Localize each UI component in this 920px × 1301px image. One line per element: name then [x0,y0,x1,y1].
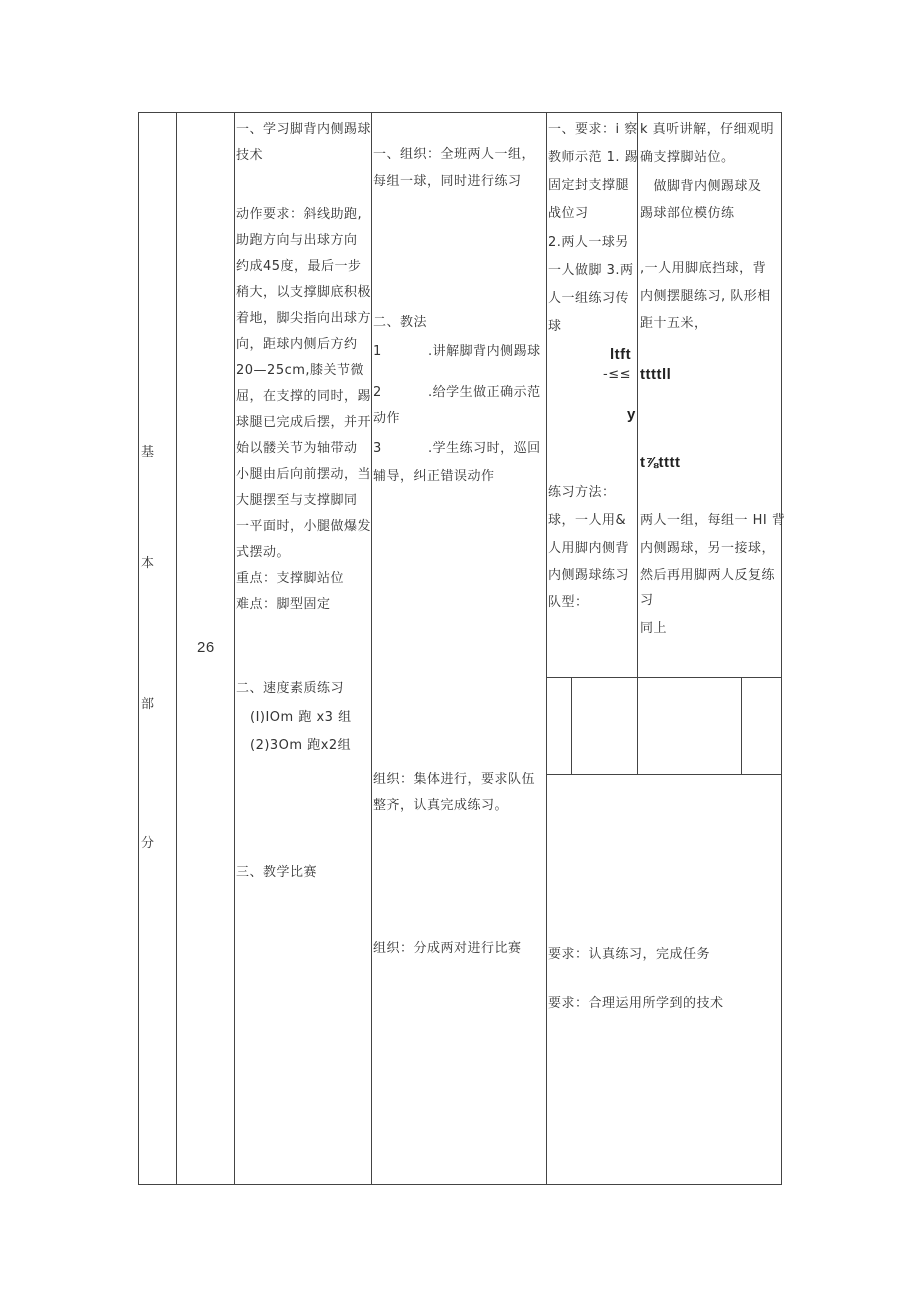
org-line: 一、组织：全班两人一组， [373,147,536,162]
content-title-1-cont: 技术 [236,148,264,163]
action-requirement-line: 屈，在支撑的同时，踢 [236,389,372,404]
practice-left-line: 人用脚内侧背 [548,541,630,556]
requirement-line: 要求：合理运用所学到的技术 [548,996,724,1011]
row-divider [546,677,782,678]
difficulty-point: 难点：脚型固定 [236,597,331,612]
practice-right-line: 两人一组，每组一 HI 背 [640,513,786,528]
time-value: 26 [197,639,215,656]
key-point: 重点：支撑脚站位 [236,571,345,586]
practice-method-title: 练习方法： [548,485,616,500]
req-left-line: 人一组练习传 [548,291,630,306]
practice-left-line: 队型： [548,595,589,610]
speed-drill-item: (2)3Om 跑x2组 [250,738,352,753]
column-divider [546,112,547,1185]
requirement-line: 要求：认真练习，完成任务 [548,947,711,962]
method-text: .学生练习时，巡回 [428,441,541,456]
req-right-line: 内侧摆腿练习, 队形相 [640,289,771,304]
section-label-char: 分 [141,836,155,851]
action-requirement-line: 稍大，以支撑脚底积极 [236,285,372,300]
practice-left-line: 内侧踢球练习 [548,568,630,583]
req-right-line: 踢球部位模仿练 [640,206,735,221]
action-requirement-line: 小腿由后向前摆动，当 [236,467,372,482]
req-left-line: 2.两人一球另 [548,235,629,250]
column-divider [637,112,638,774]
practice-right-line: 然后再用脚两人反复练 [640,568,776,583]
formation-figure-text: ltft [610,346,632,363]
action-requirement-line: 向，距球内侧后方约 [236,337,358,352]
content-title-1: 一、学习脚背内侧踢球 [236,122,372,137]
req-left-line: 球 [548,319,562,334]
formation-figure-text: ttttll [640,366,672,383]
org-line: 每组一球，同时进行练习 [373,174,522,189]
cell-divider [741,677,742,775]
section-label-char: 本 [141,556,155,571]
org-line: 整齐，认真完成练习。 [373,798,509,813]
method-number: 1 [373,344,382,359]
req-right-line: 做脚背内侧踢球及 [640,179,762,194]
row-divider [546,774,782,775]
column-divider [371,112,372,1185]
formation-figure-text: y [627,406,636,423]
formation-figure-text: t⅞tttt [640,454,681,471]
action-requirement-line: 一平面时，小腿做爆发 [236,519,372,534]
req-left-line: 一人做脚 3.两 [548,263,634,278]
section-label-char: 基 [141,445,155,460]
action-requirement-line: 动作要求：斜线助跑, [236,207,363,222]
column-divider [176,112,177,1185]
speed-drill-item: (I)IOm 跑 x3 组 [250,710,352,725]
practice-left-line: 球，一人用& [548,513,627,528]
formation-figure-arrows: -≤≤ [603,367,631,382]
cell-divider [571,677,572,775]
content-title-2: 二、速度素质练习 [236,681,345,696]
action-requirement-line: 式摆动。 [236,545,291,560]
req-right-line: 距十五米， [640,316,708,331]
table-left-border [138,112,139,1185]
method-text: 辅导，纠正错误动作 [373,469,495,484]
req-right-line: ,一人用脚底挡球，背 [640,261,767,276]
req-left-line: 教师示范 1. 踢 [548,150,639,165]
req-right-line: k 真听讲解，仔细观明 [640,122,775,137]
method-title: 二、教法 [373,315,428,330]
req-left-line: 固定封支撑腿 [548,178,630,193]
method-text: .讲解脚背内侧踢球 [428,344,541,359]
method-text: 动作 [373,411,401,426]
practice-right-line: 内侧踢球，另一接球， [640,541,776,556]
org-line: 组织：分成两对进行比赛 [373,941,522,956]
action-requirement-line: 球腿已完成后摆，并开 [236,415,372,430]
action-requirement-line: 大腿摆至与支撑脚同 [236,493,358,508]
action-requirement-line: 约成45度，最后一步 [236,259,362,274]
column-divider [234,112,235,1185]
action-requirement-line: 助跑方向与出球方向 [236,233,358,248]
req-left-line: 战位习 [548,206,589,221]
method-text: .给学生做正确示范 [428,385,541,400]
req-right-line: 确支撑脚站位。 [640,150,735,165]
action-requirement-line: 着地，脚尖指向出球方 [236,311,372,326]
action-requirement-line: 20—25cm,膝关节微 [236,363,365,378]
action-requirement-line: 始以髅关节为轴带动 [236,441,358,456]
section-label-char: 部 [141,697,155,712]
req-left-line: 一、要求：i 察 [548,122,638,137]
table-right-border [781,112,782,1185]
method-number: 3 [373,441,382,456]
org-line: 组织：集体进行，要求队伍 [373,772,536,787]
method-number: 2 [373,385,382,400]
practice-right-line: 同上 [640,621,668,636]
practice-right-line: 习 [640,593,654,608]
content-title-3: 三、教学比赛 [236,865,318,880]
